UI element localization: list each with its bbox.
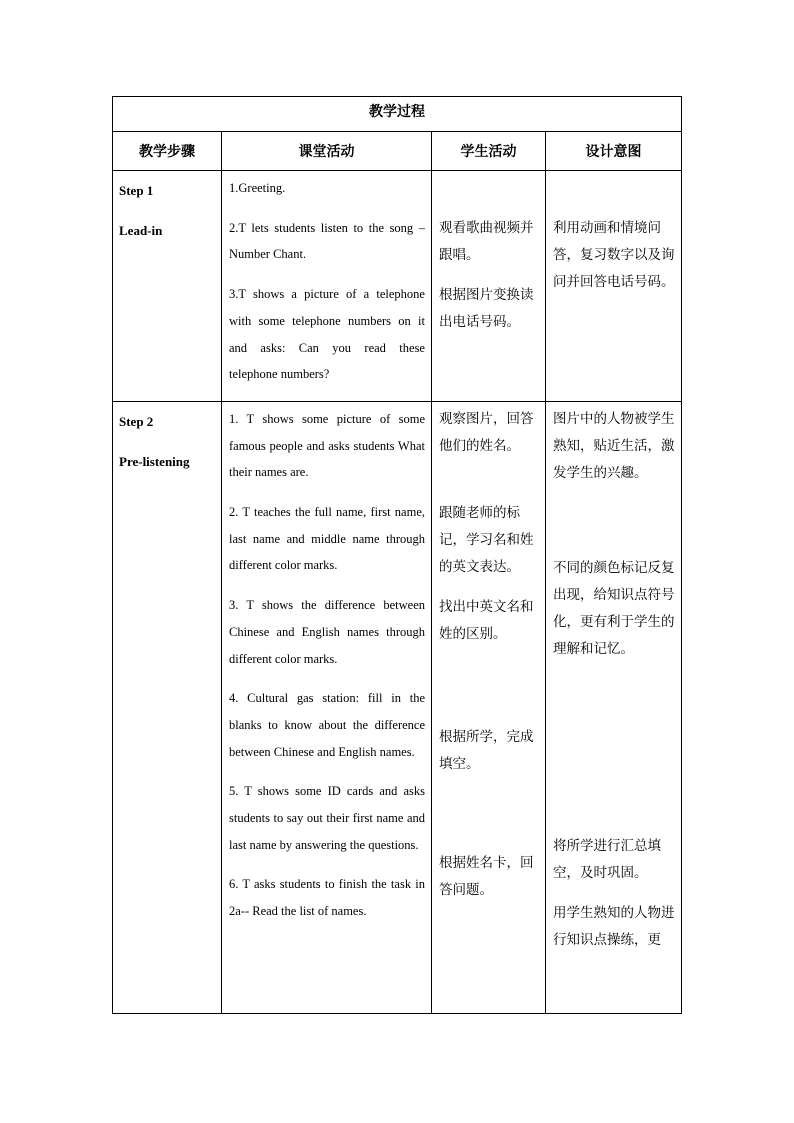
activity-item: 6. T asks students to finish the task in 2a-- Read the list of names.: [229, 877, 425, 919]
header-design-intent: 设计意图: [546, 132, 682, 171]
student-activity-item: 找出中英文名和姓的区别。: [439, 598, 534, 642]
design-intent-item: 用学生熟知的人物进行知识点操练，更: [553, 904, 675, 948]
class-activities-cell: [222, 401, 432, 1013]
student-activity-item: 观察图片，回答他们的姓名。: [439, 410, 534, 454]
table-row: [113, 401, 682, 1013]
design-intent-cell: [546, 171, 682, 402]
step-phase: Pre-listening: [119, 453, 190, 469]
table-row: [113, 171, 682, 402]
table-title: 教学过程: [369, 104, 425, 120]
design-intent-item: 将所学进行汇总填空，及时巩固。: [553, 837, 661, 881]
student-activity-item: 根据姓名卡，回答问题。: [439, 854, 534, 898]
step-cell: [113, 171, 222, 402]
step-phase: Lead-in: [119, 223, 163, 238]
student-activities-cell: [432, 171, 546, 402]
header-class-activities: 课堂活动: [222, 132, 432, 171]
activity-item: 1. T shows some picture of some famous people and asks students What their names are.: [229, 411, 425, 480]
design-intent-item: 图片中的人物被学生熟知，贴近生活，激发学生的兴趣。: [553, 410, 675, 481]
activity-item: 3. T shows the difference between Chinese and English names through different color marks.: [229, 598, 425, 666]
student-activity-item: 观看歌曲视频并跟唱。: [439, 220, 534, 263]
activity-item: 1.Greeting.: [229, 181, 286, 195]
table-title-cell: [113, 97, 682, 132]
teaching-process-table: [112, 96, 682, 1014]
header-teaching-steps: 教学步骤: [113, 132, 222, 171]
step-label: Step 1: [119, 183, 154, 198]
student-activity-item: 跟随老师的标记，学习名和姓的英文表达。: [439, 504, 534, 575]
step-label: Step 2: [119, 413, 154, 429]
activity-item: 2.T lets students listen to the song –Number Chant.: [229, 220, 425, 262]
design-intent-cell: [546, 401, 682, 1013]
activity-item: 2. T teaches the full name, first name, last name and middle name through different color marks.: [229, 505, 425, 573]
header-student-activities: 学生活动: [432, 132, 546, 171]
activity-item: 3.T shows a picture of a telephone with some telephone numbers on it and asks: Can you read these telephone numbers?: [229, 287, 425, 382]
activity-item: 4. Cultural gas station: fill in the blanks to know about the difference between Chinese and English names.: [229, 691, 425, 759]
student-activities-cell: [432, 401, 546, 1013]
student-activity-item: 根据所学，完成填空。: [439, 728, 534, 772]
design-intent-item: 不同的颜色标记反复出现，给知识点符号化，更有利于学生的理解和记忆。: [553, 559, 675, 657]
class-activities-cell: [222, 171, 432, 402]
activity-item: 5. T shows some ID cards and asks students to say out their first name and last name by answering the questions.: [229, 784, 425, 852]
student-activity-item: 根据图片变换读出电话号码。: [439, 287, 534, 330]
step-cell: [113, 401, 222, 1013]
design-intent-item: 利用动画和情境问答，复习数字以及询问并回答电话号码。: [553, 220, 675, 290]
